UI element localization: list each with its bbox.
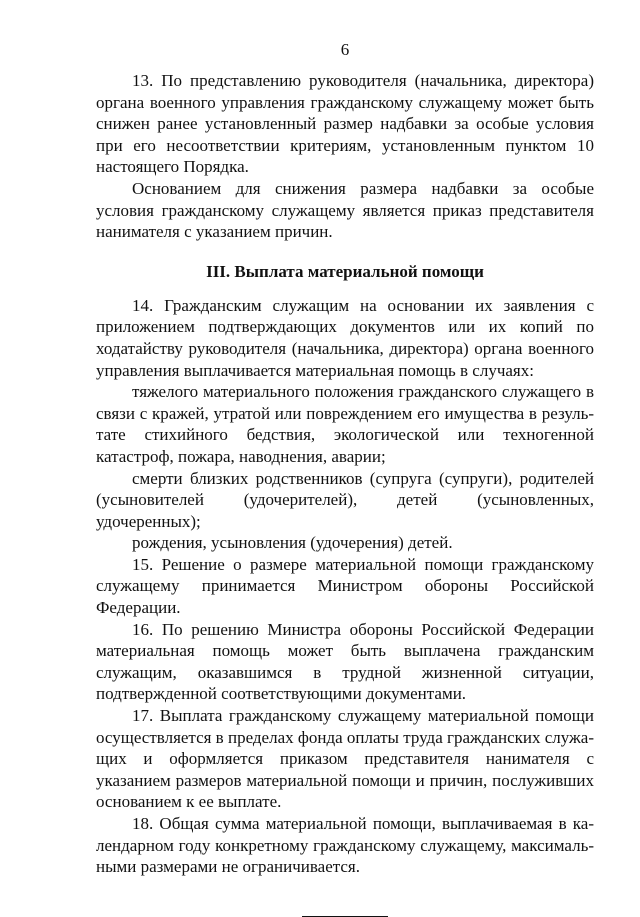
paragraph-14-case-hardship: тяжелого материального положения гражданского служащего в связи с кражей, утратой или повреждением его имущества в результате стихийного бедствия, экологической или техногенной катастроф, пожара, наводнения, аварии; [96,382,594,466]
section-title: III. Выплата материальной помощи [206,261,484,281]
paragraph-14-case-death: смерти близких родственников (супруга (супруги), родителей (усыновителей (удочерителей), детей (усыновленных, удочеренных); [96,468,594,531]
paragraph-14: 14. Гражданским служащим на основании их заявления с приложением подтверждающих документов или их копий по ходатайству руководителя (начальника, директора) органа военного управления выплачивается материальная помощь в случаях: [96,295,594,380]
paragraph-16: 16. По решению Министра обороны Российской Федерации материальная помощь может быть выплачена гражданским служащим, оказавшимся в трудной жизненной ситуации, подтвержденной соответствующими документами. [96,619,594,704]
paragraph-14-case-birth: рождения, усыновления (удочерения) детей. [132,533,453,553]
page-number: 6 [340,40,350,59]
paragraph-18: 18. Общая сумма материальной помощи, выплачиваемая в календарном году конкретному гражданскому служащему, максимальными размерами не ограничивается. [96,814,594,877]
paragraph-13: 13. По представлению руководителя (начальника, директора) органа военного управления гражданскому служащему может быть снижен ранее установленный размер надбавки за особые условия при его несоответствии критериям, установленным пунктом 10 настоящего Порядка. [96,71,594,177]
paragraph-17: 17. Выплата гражданскому служащему материальной помощи осуществляется в пределах фонда оплаты труда гражданских служащих и оформляется приказом представителя нанимателя с указанием размеров материальной помощи и причин, послуживших основанием к ее выплате. [96,706,594,812]
paragraph-13-basis: Основанием для снижения размера надбавки за особые условия гражданскому служащему является приказ представителя нанимателя с указанием причин. [96,178,594,242]
paragraph-15: 15. Решение о размере материальной помощи гражданскому служащему принимается Министром обороны Российской Федерации. [96,554,594,618]
